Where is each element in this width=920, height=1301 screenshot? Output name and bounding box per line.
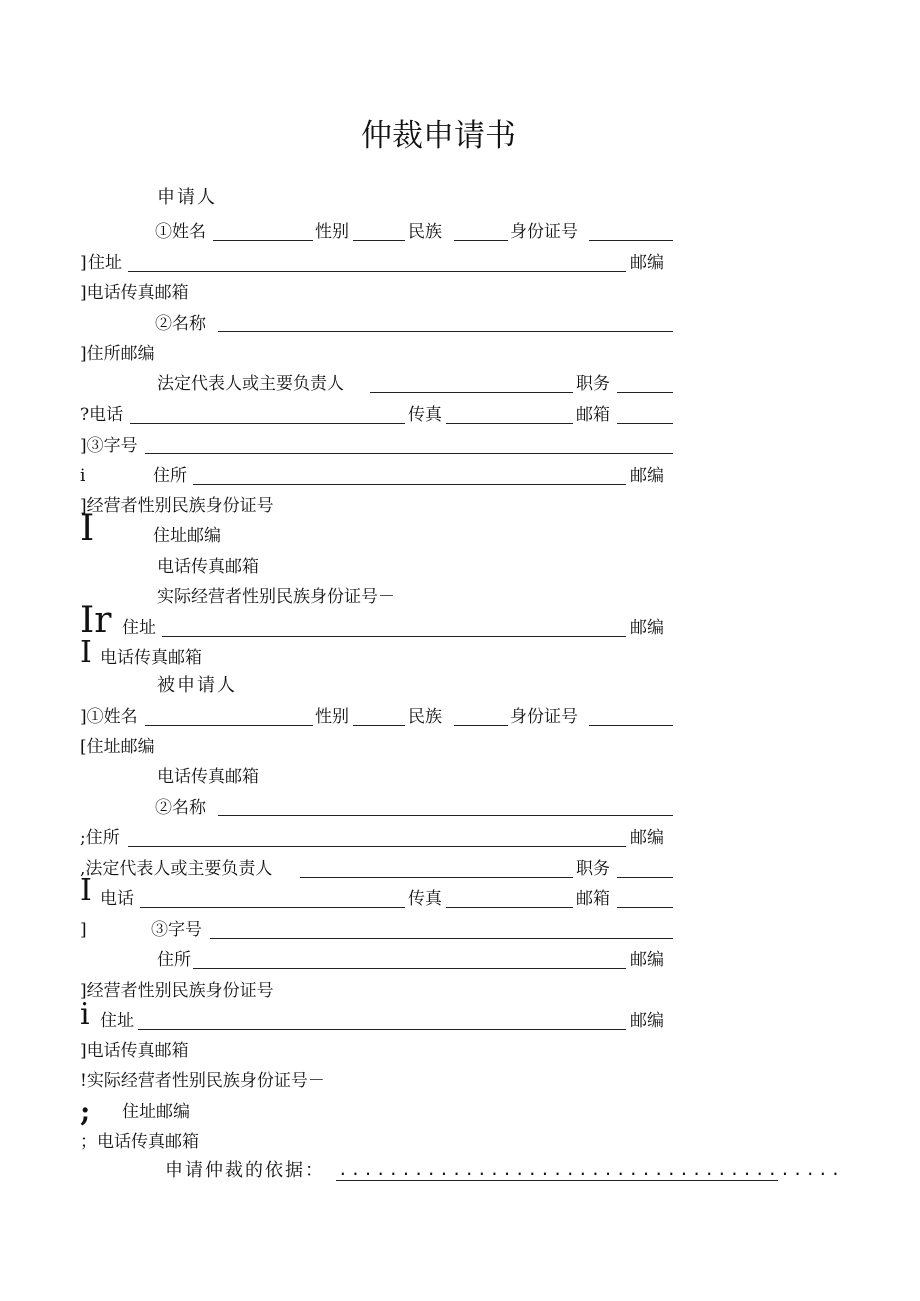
- applicant-position-label: 职务: [576, 374, 610, 394]
- applicant-email-label: 邮箱: [576, 405, 610, 425]
- applicant-rep-label: 法定代表人或主要负责人: [157, 374, 344, 394]
- respondent-operator-address-label: 住址: [100, 1011, 134, 1031]
- applicant-premises-prefix: i: [80, 466, 86, 486]
- respondent-ethnicity-field[interactable]: [454, 725, 508, 726]
- respondent-name-label: ]①姓名: [80, 707, 138, 727]
- applicant-id-label: 身份证号: [510, 222, 578, 242]
- applicant-operator-address-line: 住址邮编: [153, 526, 221, 546]
- applicant-contact-line: ]电话传真邮箱: [80, 283, 189, 303]
- applicant-actual-contact-line: 电话传真邮箱: [100, 648, 202, 668]
- respondent-premises-postcode-label: 邮编: [630, 828, 664, 848]
- respondent-business-scan-mark: i: [80, 997, 90, 1032]
- respondent-premises-label: ;住所: [80, 828, 120, 848]
- respondent-rep-field[interactable]: [300, 877, 573, 878]
- respondent-operator-address-field[interactable]: [138, 1029, 626, 1030]
- applicant-email-field[interactable]: [617, 423, 673, 424]
- applicant-position-field[interactable]: [617, 392, 673, 393]
- respondent-trade-name-field[interactable]: [210, 938, 673, 939]
- respondent-business-premises-label: 住所: [157, 950, 191, 970]
- respondent-address-line: [住址邮编: [80, 737, 155, 757]
- applicant-heading: 申请人: [157, 187, 217, 208]
- applicant-org-name-label: ②名称: [155, 314, 206, 334]
- respondent-org-name-field[interactable]: [218, 815, 673, 816]
- basis-field[interactable]: [336, 1180, 778, 1181]
- applicant-actual-postcode-label: 邮编: [630, 618, 664, 638]
- applicant-trade-name-label: ]③字号: [80, 436, 138, 456]
- respondent-business-postcode-label: 邮编: [630, 950, 664, 970]
- basis-label: 申请仲裁的依据：: [165, 1160, 325, 1181]
- respondent-heading: 被申请人: [157, 675, 237, 696]
- applicant-name-label: ①姓名: [155, 222, 206, 242]
- applicant-trade-name-field[interactable]: [145, 453, 673, 454]
- respondent-gender-label: 性别: [315, 707, 349, 727]
- respondent-operator-contact-line: ]电话传真邮箱: [80, 1041, 189, 1061]
- respondent-name-field[interactable]: [145, 725, 313, 726]
- applicant-name-field[interactable]: [213, 240, 313, 241]
- applicant-actual-address-field[interactable]: [162, 636, 626, 637]
- applicant-rep-field[interactable]: [370, 392, 573, 393]
- applicant-org-name-field[interactable]: [218, 331, 673, 332]
- applicant-gender-field[interactable]: [353, 240, 405, 241]
- applicant-phone-label: ?电话: [80, 405, 124, 425]
- respondent-gender-field[interactable]: [353, 725, 405, 726]
- applicant-scan-mark-2: Ir: [80, 600, 112, 641]
- applicant-scan-mark-3: I: [80, 635, 92, 670]
- respondent-fax-label: 传真: [408, 889, 442, 909]
- respondent-position-label: 职务: [576, 859, 610, 879]
- respondent-position-field[interactable]: [617, 877, 673, 878]
- applicant-fax-field[interactable]: [446, 423, 573, 424]
- applicant-postcode-label: 邮编: [630, 253, 664, 273]
- respondent-id-label: 身份证号: [510, 707, 578, 727]
- respondent-operator-line: ]经营者性别民族身份证号: [80, 981, 274, 1001]
- respondent-fax-field[interactable]: [446, 907, 573, 908]
- respondent-operator-postcode-label: 邮编: [630, 1011, 664, 1031]
- applicant-id-field[interactable]: [589, 240, 673, 241]
- respondent-org-name-label: ②名称: [155, 798, 206, 818]
- basis-dots: ........................................: [338, 1160, 844, 1179]
- applicant-gender-label: 性别: [315, 222, 349, 242]
- applicant-scan-mark-1: I: [80, 508, 95, 549]
- respondent-trade-name-label: ③字号: [151, 920, 202, 940]
- respondent-scan-mark: I: [80, 873, 92, 908]
- applicant-ethnicity-field[interactable]: [454, 240, 508, 241]
- respondent-trade-prefix: ]: [80, 920, 87, 940]
- respondent-email-field[interactable]: [617, 907, 673, 908]
- respondent-contact-line: 电话传真邮箱: [157, 767, 259, 787]
- applicant-premises-postcode-label: 邮编: [630, 466, 664, 486]
- document-title: 仲裁申请书: [361, 118, 516, 154]
- respondent-phone-label: 电话: [100, 889, 134, 909]
- respondent-actual-address-line: 住址邮编: [122, 1102, 190, 1122]
- respondent-id-field[interactable]: [589, 725, 673, 726]
- respondent-actual-operator-line: !实际经营者性别民族身份证号－: [80, 1071, 325, 1091]
- respondent-phone-field[interactable]: [140, 907, 405, 908]
- applicant-operator-contact-line: 电话传真邮箱: [157, 557, 259, 577]
- respondent-premises-field[interactable]: [128, 846, 626, 847]
- applicant-actual-address-label: 住址: [122, 618, 156, 638]
- respondent-semicolon-mark: ;: [80, 1095, 91, 1128]
- respondent-rep-label: ,法定代表人或主要负责人: [80, 859, 273, 879]
- respondent-actual-contact-line: ；电话传真邮箱: [80, 1132, 199, 1152]
- applicant-address-field[interactable]: [128, 271, 626, 272]
- respondent-email-label: 邮箱: [576, 889, 610, 909]
- applicant-address-label: 住址: [88, 253, 122, 273]
- applicant-operator-line: ]经营者性别民族身份证号: [80, 496, 274, 516]
- applicant-address-prefix: ]: [80, 253, 87, 273]
- respondent-ethnicity-label: 民族: [408, 707, 442, 727]
- applicant-org-address-line: ]住所邮编: [80, 344, 155, 364]
- respondent-business-premises-field[interactable]: [193, 968, 626, 969]
- applicant-actual-operator-line: 实际经营者性别民族身份证号－: [157, 587, 395, 607]
- applicant-fax-label: 传真: [408, 405, 442, 425]
- applicant-ethnicity-label: 民族: [408, 222, 442, 242]
- applicant-premises-field[interactable]: [193, 484, 626, 485]
- applicant-premises-label: 住所: [153, 466, 187, 486]
- applicant-phone-field[interactable]: [130, 423, 405, 424]
